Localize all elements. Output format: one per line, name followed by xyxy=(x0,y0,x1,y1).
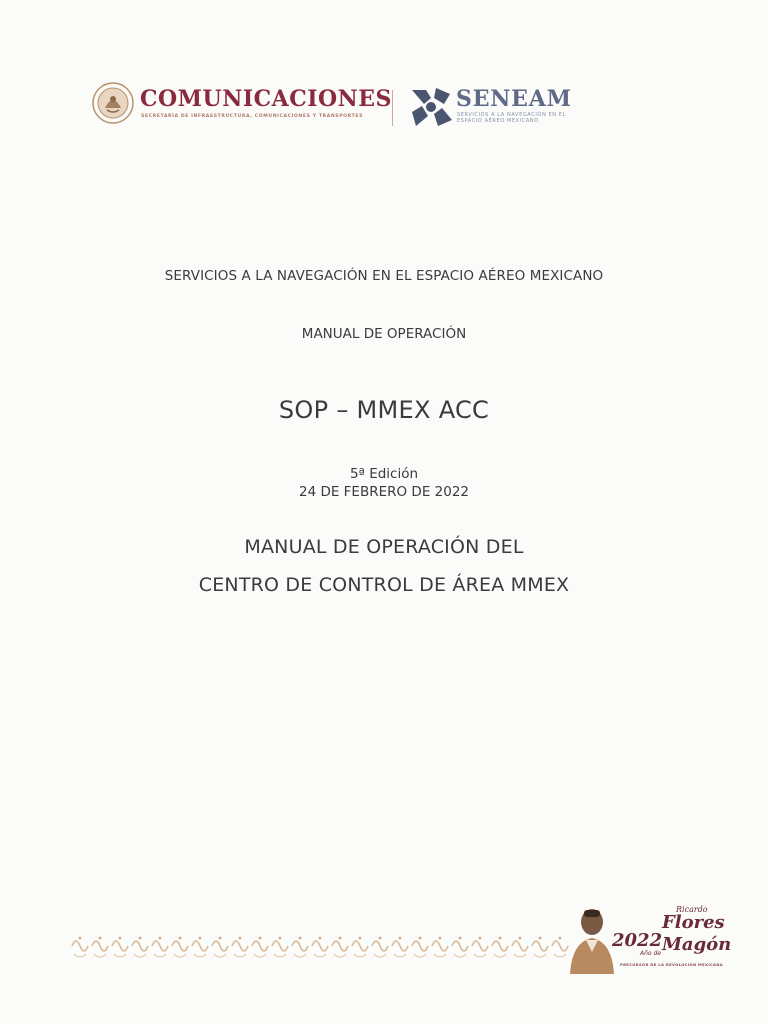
footer-precursor: PRECURSOR DE LA REVOLUCIÓN MEXICANA xyxy=(620,962,724,967)
header-logos xyxy=(92,80,592,136)
agency-name: SERVICIOS A LA NAVEGACIÓN EN EL ESPACIO AÉREO MEXICANO xyxy=(164,268,604,284)
sct-subtitle: SECRETARÍA DE INFRAESTRUCTURA, COMUNICACIONES Y TRANSPORTES xyxy=(141,114,363,119)
footer-flores: Flores xyxy=(662,912,725,933)
seneam-subtitle-line-1: SERVICIOS A LA NAVEGACIÓN EN EL xyxy=(457,112,566,118)
footer-year: 2022 xyxy=(612,930,663,951)
decorative-border xyxy=(70,930,570,962)
seneam-subtitle-line-2: ESPACIO AÉREO MEXICANO xyxy=(457,118,539,124)
document-type: MANUAL DE OPERACIÓN xyxy=(301,326,467,342)
footer-magon: Magón xyxy=(662,934,732,955)
logo-divider xyxy=(392,90,393,126)
edition-date: 24 DE FEBRERO DE 2022 xyxy=(298,484,470,500)
seneam-logo-icon xyxy=(408,84,454,130)
edition: 5ª Edición xyxy=(349,466,419,482)
document-code: SOP – MMEX ACC xyxy=(278,396,490,424)
footer-anio-de: Año de xyxy=(640,950,661,957)
seneam-subtitle xyxy=(457,112,577,124)
national-seal-icon xyxy=(92,82,134,124)
sct-title: COMUNICACIONES xyxy=(140,86,392,112)
document-title-line-2: CENTRO DE CONTROL DE ÁREA MMEX xyxy=(198,574,570,596)
seneam-title: SENEAM xyxy=(456,86,572,112)
document-title-line-1: MANUAL DE OPERACIÓN DEL xyxy=(244,536,524,558)
footer-ricardo: Ricardo xyxy=(676,905,708,914)
portrait-icon xyxy=(562,902,618,974)
